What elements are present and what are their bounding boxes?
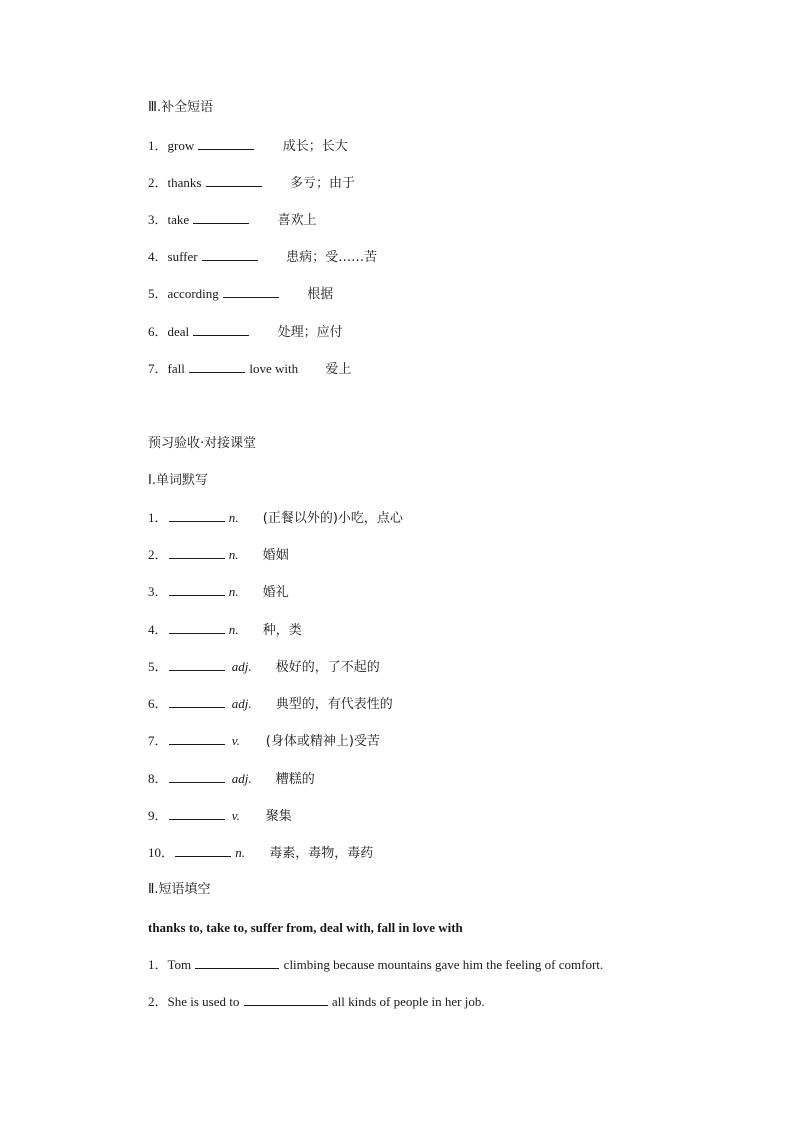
phrase-prefix: suffer — [167, 249, 198, 264]
phrase-meaning: 喜欢上 — [277, 213, 317, 228]
phrase-prefix: according — [167, 286, 219, 301]
word-meaning: 婚姻 — [262, 548, 289, 563]
part-of-speech: adj. — [231, 771, 252, 786]
word-item-5 — [148, 658, 380, 676]
phrase-item-7 — [148, 360, 351, 378]
part-of-speech: n. — [228, 510, 239, 525]
phrase-prefix: deal — [167, 324, 190, 339]
phrase-prefix: fall — [167, 361, 185, 376]
answer-blank[interactable] — [169, 658, 225, 671]
item-number: 2． — [148, 175, 168, 190]
phrase-prefix: grow — [167, 138, 195, 153]
item-number: 5． — [148, 286, 168, 301]
word-item-1 — [148, 509, 403, 527]
phrase-item-4 — [148, 248, 377, 266]
answer-blank[interactable] — [202, 248, 258, 261]
phrase-meaning: 处理；应付 — [277, 325, 343, 340]
phrase-item-5 — [148, 285, 333, 303]
part-of-speech: n. — [235, 845, 246, 860]
phrase-prefix: thanks — [167, 175, 202, 190]
answer-blank[interactable] — [198, 137, 254, 150]
item-number: 1． — [148, 957, 168, 972]
answer-blank[interactable] — [193, 323, 249, 336]
sentence-suffix: all kinds of people in her job. — [331, 994, 485, 1009]
phrase-meaning: 多亏；由于 — [289, 176, 355, 191]
item-number: 2． — [148, 547, 168, 562]
word-bank: thanks to, take to, suffer from, deal with, fall in love with — [148, 920, 463, 935]
section-heading-phrase-fill: Ⅱ.短语填空 — [148, 882, 211, 897]
answer-blank[interactable] — [169, 732, 225, 745]
answer-blank[interactable] — [244, 993, 328, 1006]
sentence-prefix: She is used to — [167, 994, 240, 1009]
answer-blank[interactable] — [206, 174, 262, 187]
word-item-10 — [148, 844, 373, 862]
item-number: 4． — [148, 622, 168, 637]
section-heading-word-dictation: Ⅰ.单词默写 — [148, 473, 208, 488]
answer-blank[interactable] — [169, 695, 225, 708]
phrase-meaning: 患病；受……苦 — [286, 250, 378, 265]
word-item-4 — [148, 621, 302, 639]
sentence-item-2 — [148, 993, 485, 1011]
word-item-3 — [148, 583, 289, 601]
part-of-speech: n. — [228, 547, 239, 562]
section-heading-phrase-completion: Ⅲ.补全短语 — [148, 100, 214, 115]
word-item-8 — [148, 770, 315, 788]
item-number: 4． — [148, 249, 168, 264]
part-of-speech: v. — [231, 733, 240, 748]
word-meaning: (正餐以外的)小吃，点心 — [262, 511, 403, 526]
item-number: 6． — [148, 324, 168, 339]
phrase-item-2 — [148, 174, 355, 192]
answer-blank[interactable] — [169, 621, 225, 634]
part-of-speech: v. — [231, 808, 240, 823]
word-meaning: 毒素，毒物，毒药 — [269, 846, 374, 861]
item-number: 1． — [148, 138, 168, 153]
item-number: 9． — [148, 808, 168, 823]
phrase-meaning: 爱上 — [325, 362, 352, 377]
word-meaning: 婚礼 — [262, 585, 289, 600]
answer-blank[interactable] — [169, 807, 225, 820]
word-meaning: 糟糕的 — [275, 772, 315, 787]
item-number: 3． — [148, 584, 168, 599]
part-of-speech: adj. — [231, 659, 252, 674]
item-number: 6． — [148, 696, 168, 711]
phrase-item-1 — [148, 137, 348, 155]
item-number: 7． — [148, 733, 168, 748]
answer-blank[interactable] — [189, 360, 245, 373]
item-number: 1． — [148, 510, 168, 525]
item-number: 7． — [148, 361, 168, 376]
answer-blank[interactable] — [175, 844, 231, 857]
item-number: 3． — [148, 212, 168, 227]
word-meaning: (身体或精神上)受苦 — [265, 734, 380, 749]
phrase-suffix: love with — [249, 361, 299, 376]
answer-blank[interactable] — [169, 770, 225, 783]
word-item-6 — [148, 695, 393, 713]
word-meaning: 聚集 — [265, 809, 292, 824]
phrase-meaning: 成长；长大 — [282, 139, 348, 154]
answer-blank[interactable] — [169, 509, 225, 522]
sentence-suffix: climbing because mountains gave him the feeling of comfort. — [283, 957, 604, 972]
answer-blank[interactable] — [169, 583, 225, 596]
answer-blank[interactable] — [223, 285, 279, 298]
word-item-9 — [148, 807, 292, 825]
answer-blank[interactable] — [195, 956, 279, 969]
phrase-item-3 — [148, 211, 317, 229]
word-meaning: 种，类 — [262, 623, 302, 638]
answer-blank[interactable] — [169, 546, 225, 559]
sentence-prefix: Tom — [167, 957, 192, 972]
item-number: 8． — [148, 771, 168, 786]
item-number: 2． — [148, 994, 168, 1009]
word-item-2 — [148, 546, 289, 564]
item-number: 5． — [148, 659, 168, 674]
answer-blank[interactable] — [193, 211, 249, 224]
phrase-prefix: take — [167, 212, 190, 227]
part-of-speech: adj. — [231, 696, 252, 711]
word-item-7 — [148, 732, 380, 750]
sentence-item-1 — [148, 956, 603, 974]
preview-heading: 预习验收·对接课堂 — [148, 436, 257, 451]
word-meaning: 极好的，了不起的 — [275, 660, 380, 675]
part-of-speech: n. — [228, 584, 239, 599]
item-number: 10． — [148, 845, 175, 860]
phrase-meaning: 根据 — [307, 287, 334, 302]
phrase-item-6 — [148, 323, 343, 341]
word-meaning: 典型的，有代表性的 — [275, 697, 393, 712]
part-of-speech: n. — [228, 622, 239, 637]
